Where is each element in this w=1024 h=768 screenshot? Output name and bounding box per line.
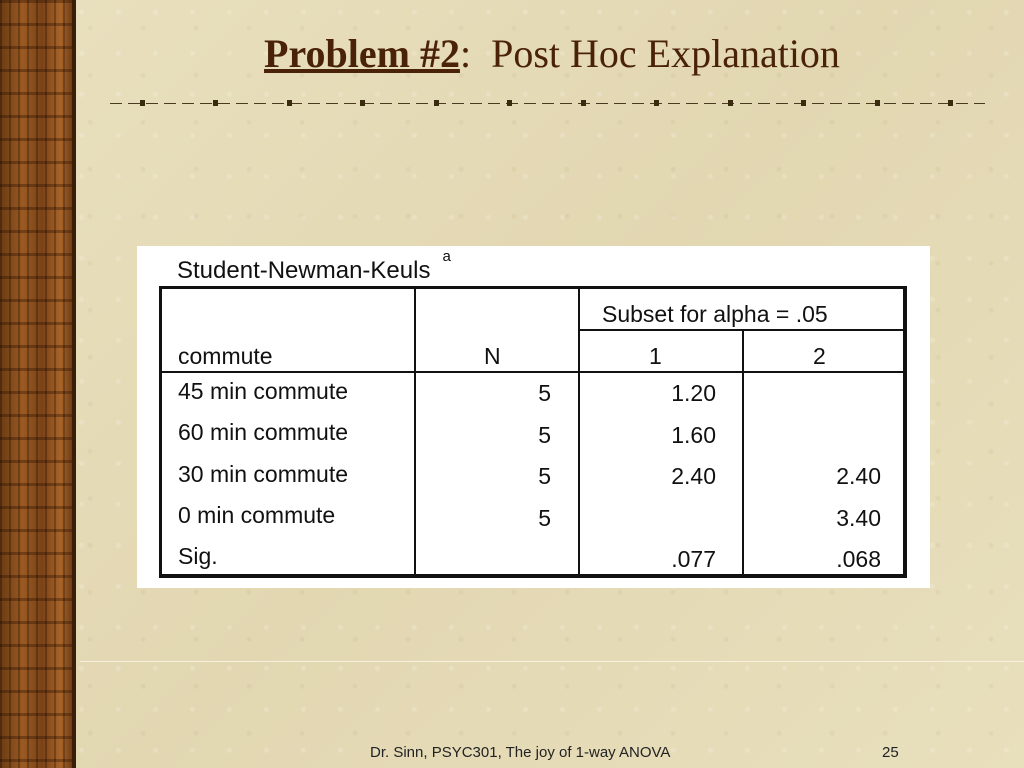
row-subset-2: 3.40 <box>836 505 881 531</box>
title-separator: : <box>459 31 472 76</box>
divider-dot <box>213 100 218 106</box>
title-divider <box>110 100 985 106</box>
row-label: 30 min commute <box>178 461 349 487</box>
snk-table-card <box>137 246 930 588</box>
row-n: 5 <box>538 422 551 448</box>
title-rest: Post Hoc Explanation <box>491 31 840 76</box>
header-rule <box>162 371 903 373</box>
divider-dot <box>801 100 806 106</box>
subset-header-rule <box>578 329 903 331</box>
title-problem: Problem #2 <box>264 31 460 76</box>
divider-dot <box>581 100 586 106</box>
divider-dot <box>507 100 512 106</box>
divider-dot <box>875 100 880 106</box>
row-n: 5 <box>538 505 551 531</box>
slide-title <box>80 30 1024 77</box>
divider-dot <box>434 100 439 106</box>
row-label: 0 min commute <box>178 502 336 528</box>
header-subset-2: 2 <box>813 343 826 369</box>
col-divider-subsets <box>742 329 744 574</box>
col-divider-n-subset <box>578 289 580 574</box>
decorative-sidebar <box>0 0 76 768</box>
divider-dot <box>140 100 145 106</box>
header-subset-1: 1 <box>649 343 662 369</box>
row-subset-1: 1.60 <box>671 422 716 448</box>
col-divider-label-n <box>414 289 416 574</box>
divider-dot <box>287 100 292 106</box>
divider-dot <box>728 100 733 106</box>
divider-dot <box>948 100 953 106</box>
table-caption <box>177 248 451 285</box>
row-label: 60 min commute <box>178 419 349 445</box>
header-commute: commute <box>178 343 273 369</box>
header-n: N <box>484 343 501 369</box>
row-subset-2: .068 <box>836 546 881 572</box>
row-label: Sig. <box>178 543 218 569</box>
row-subset-1: 2.40 <box>671 463 716 489</box>
subset-header: Subset for alpha = .05 <box>602 301 828 327</box>
row-n: 5 <box>538 380 551 406</box>
row-subset-1: 1.20 <box>671 380 716 406</box>
caption-text: Student-Newman-Keuls <box>177 257 431 284</box>
caption-footnote-marker: a <box>442 248 451 265</box>
footer-text: Dr. Sinn, PSYC301, The joy of 1-way ANOVA <box>370 744 671 761</box>
row-subset-1: .077 <box>671 546 716 572</box>
page-number: 25 <box>882 744 899 761</box>
row-label: 45 min commute <box>178 378 349 404</box>
divider-dot <box>360 100 365 106</box>
divider-dot <box>654 100 659 106</box>
row-n: 5 <box>538 463 551 489</box>
row-subset-2: 2.40 <box>836 463 881 489</box>
snk-table <box>159 286 907 578</box>
footer-rule <box>80 661 1024 662</box>
